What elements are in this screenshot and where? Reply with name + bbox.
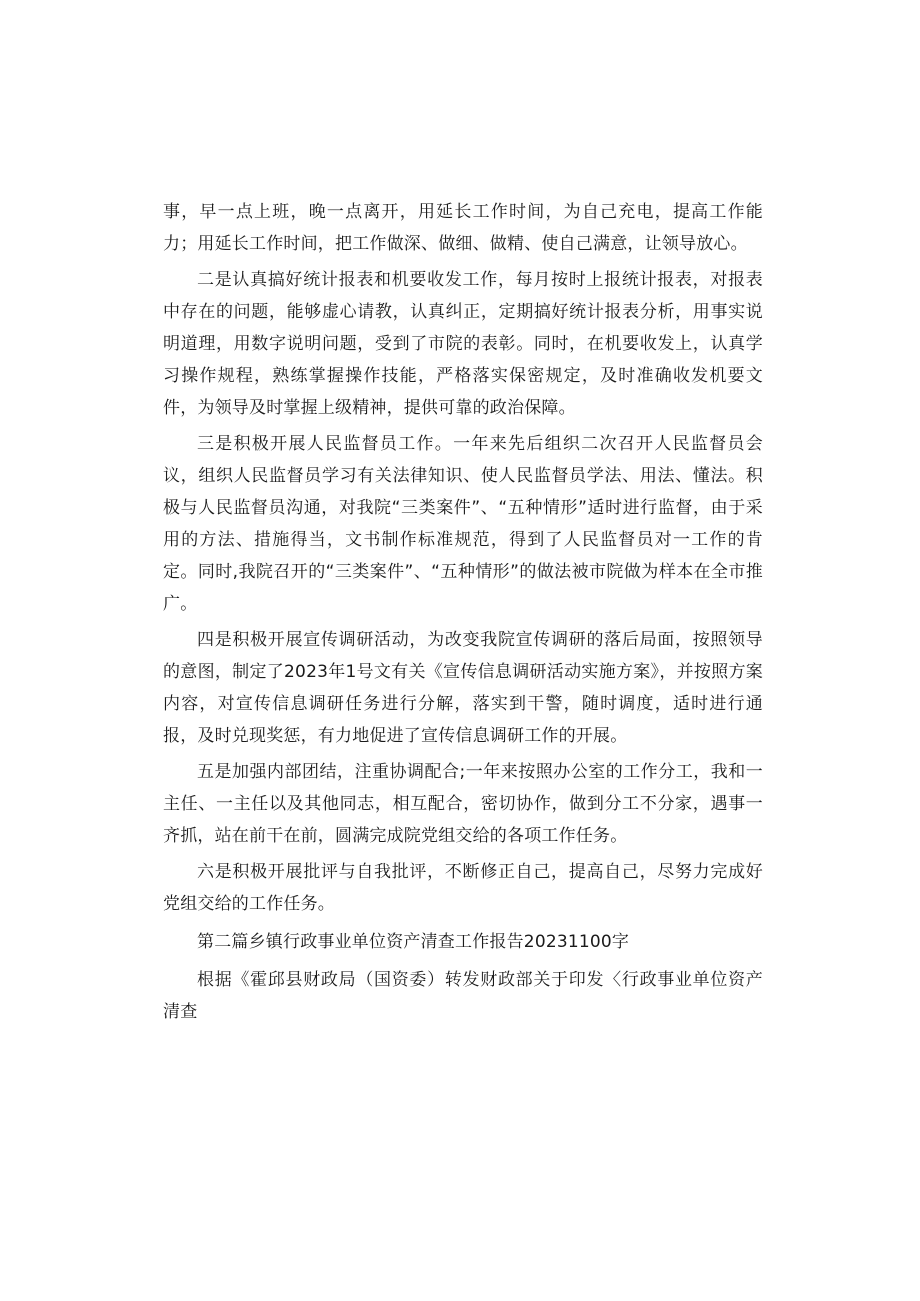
paragraph-internal-unity: 五是加强内部团结，注重协调配合;一年来按照办公室的工作分工，我和一主任、一主任以及其他同志，相互配合，密切协作，做到分工不分家，遇事一齐抓，站在前干在前，圆满完成院党组交给的各项工作任务。 <box>163 762 763 846</box>
paragraph-people-supervisors: 三是积极开展人民监督员工作。一年来先后组织二次召开人民监督员会议，组织人民监督员学习有关法律知识、使人民监督员学法、用法、懂法。积极与人民监督员沟通，对我院“三类案件”、“五种情形”适时进行监督，由于采用的方法、措施得当，文书制作标准规范，得到了人民监督员对一工作的肯定。同时,我院召开的“三类案件”、“五种情形”的做法被市院做为样本在全市推广。 <box>163 434 763 614</box>
document-body <box>163 196 763 1032</box>
paragraph-asset-audit-intro: 根据《霍邱县财政局（国资委）转发财政部关于印发〈行政事业单位资产清查 <box>163 970 763 1022</box>
paragraph-statistics-reports: 二是认真搞好统计报表和机要收发工作，每月按时上报统计报表，对报表中存在的问题，能够虚心请教，认真纠正，定期搞好统计报表分析，用事实说明道理，用数字说明问题，受到了市院的表彰。同时，在机要收发上，认真学习操作规程，熟练掌握操作技能，严格落实保密规定，及时准确收发机要文件，为领导及时掌握上级精神，提供可靠的政治保障。 <box>163 270 763 418</box>
paragraph-publicity-research: 四是积极开展宣传调研活动，为改变我院宣传调研的落后局面，按照领导的意图，制定了2023年1号文有关《宣传信息调研活动实施方案》，并按照方案内容，对宣传信息调研任务进行分解，落实到干警，随时调度，适时进行通报，及时兑现奖惩，有力地促进了宣传信息调研工作的开展。 <box>163 630 763 746</box>
paragraph-self-criticism: 六是积极开展批评与自我批评，不断修正自己，提高自己，尽努力完成好党组交给的工作任务。 <box>163 862 763 914</box>
paragraph-continuation: 事，早一点上班，晚一点离开，用延长工作时间，为自己充电，提高工作能力；用延长工作时间，把工作做深、做细、做精、使自己满意，让领导放心。 <box>163 202 763 254</box>
section-title: 第二篇乡镇行政事业单位资产清查工作报告20231100字 <box>197 932 630 952</box>
